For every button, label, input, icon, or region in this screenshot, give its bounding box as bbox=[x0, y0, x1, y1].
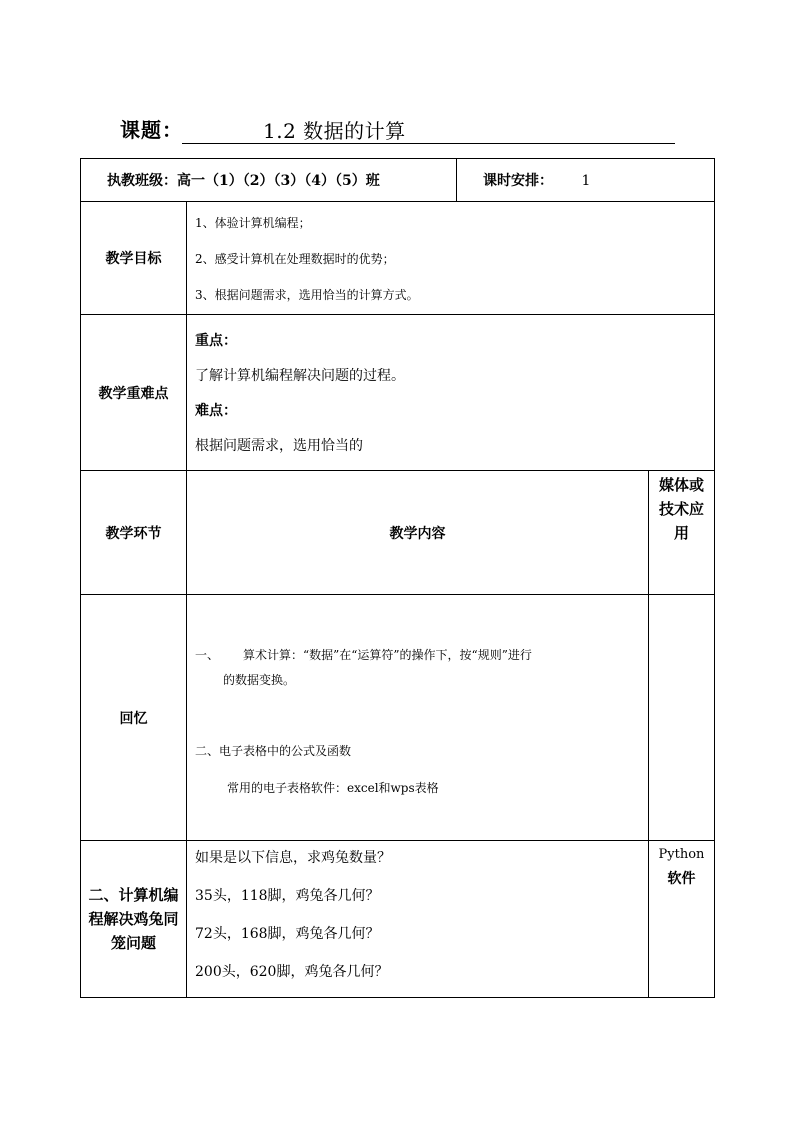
key-points-row bbox=[81, 315, 715, 471]
info-row bbox=[81, 159, 715, 202]
media-header bbox=[649, 471, 715, 595]
title-block bbox=[120, 114, 675, 146]
programming-row bbox=[81, 841, 715, 998]
focus-label: 重点： bbox=[195, 333, 237, 349]
recall-row bbox=[81, 595, 715, 841]
key-points-content bbox=[187, 315, 715, 471]
lesson-title: 1.2 数据的计算 bbox=[263, 119, 406, 143]
key-points-label: 教学重难点 bbox=[81, 315, 187, 471]
difficulty-text: 根据问题需求，选用恰当的 bbox=[195, 438, 363, 454]
title-label: 课题： bbox=[120, 118, 183, 142]
title-underline bbox=[182, 143, 675, 144]
section-header-row bbox=[81, 471, 715, 595]
programming-case: 35头，118脚，鸡兔各几何？ bbox=[195, 888, 380, 904]
lesson-plan-table bbox=[80, 158, 715, 998]
recall-media bbox=[649, 595, 715, 841]
content-header: 教学内容 bbox=[187, 471, 649, 595]
media-software: 软件 bbox=[667, 871, 696, 887]
programming-stage bbox=[81, 841, 187, 998]
difficulty-label: 难点： bbox=[195, 403, 237, 419]
recall-item-1 bbox=[195, 646, 640, 663]
period-label: 课时安排： bbox=[483, 173, 553, 189]
media-header-text: 媒体或技术应用 bbox=[658, 476, 704, 542]
programming-case: 72头，168脚，鸡兔各几何？ bbox=[195, 926, 380, 942]
programming-case: 200头，620脚，鸡兔各几何？ bbox=[195, 964, 389, 980]
period-value: 1 bbox=[581, 173, 591, 189]
stage-header: 教学环节 bbox=[81, 471, 187, 595]
goals-row bbox=[81, 202, 715, 315]
goal-item: 1、体验计算机编程； bbox=[195, 215, 311, 230]
recall-item-2: 二、电子表格中的公式及函数 bbox=[195, 743, 352, 758]
programming-question: 如果是以下信息，求鸡兔数量？ bbox=[195, 850, 391, 866]
goal-item: 3、根据问题需求，选用恰当的计算方式。 bbox=[195, 287, 419, 302]
programming-media bbox=[649, 841, 715, 998]
media-python: Python bbox=[658, 847, 705, 862]
class-value: 高一（1）（2）（3）（4）（5）班 bbox=[177, 173, 380, 189]
programming-stage-text: 二、计算机编程解决鸡兔同笼问题 bbox=[88, 886, 179, 952]
focus-text: 了解计算机编程解决问题的过程。 bbox=[195, 368, 405, 384]
programming-content bbox=[187, 841, 649, 998]
recall-stage: 回忆 bbox=[81, 595, 187, 841]
goals-label: 教学目标 bbox=[81, 202, 187, 315]
recall-item-1-prefix: 一、 bbox=[195, 647, 220, 662]
period-cell bbox=[457, 159, 715, 202]
class-label: 执教班级： bbox=[107, 173, 177, 189]
recall-item-1-cont: 的数据变换。 bbox=[223, 672, 296, 687]
goals-content bbox=[187, 202, 715, 315]
goal-item: 2、感受计算机在处理数据时的优势； bbox=[195, 251, 395, 266]
recall-item-2-sub: 常用的电子表格软件：excel和wps表格 bbox=[227, 780, 439, 795]
recall-content bbox=[187, 595, 649, 841]
class-cell bbox=[81, 159, 457, 202]
recall-item-1-text: 算术计算：“数据”在“运算符”的操作下，按“规则”进行 bbox=[243, 647, 532, 662]
